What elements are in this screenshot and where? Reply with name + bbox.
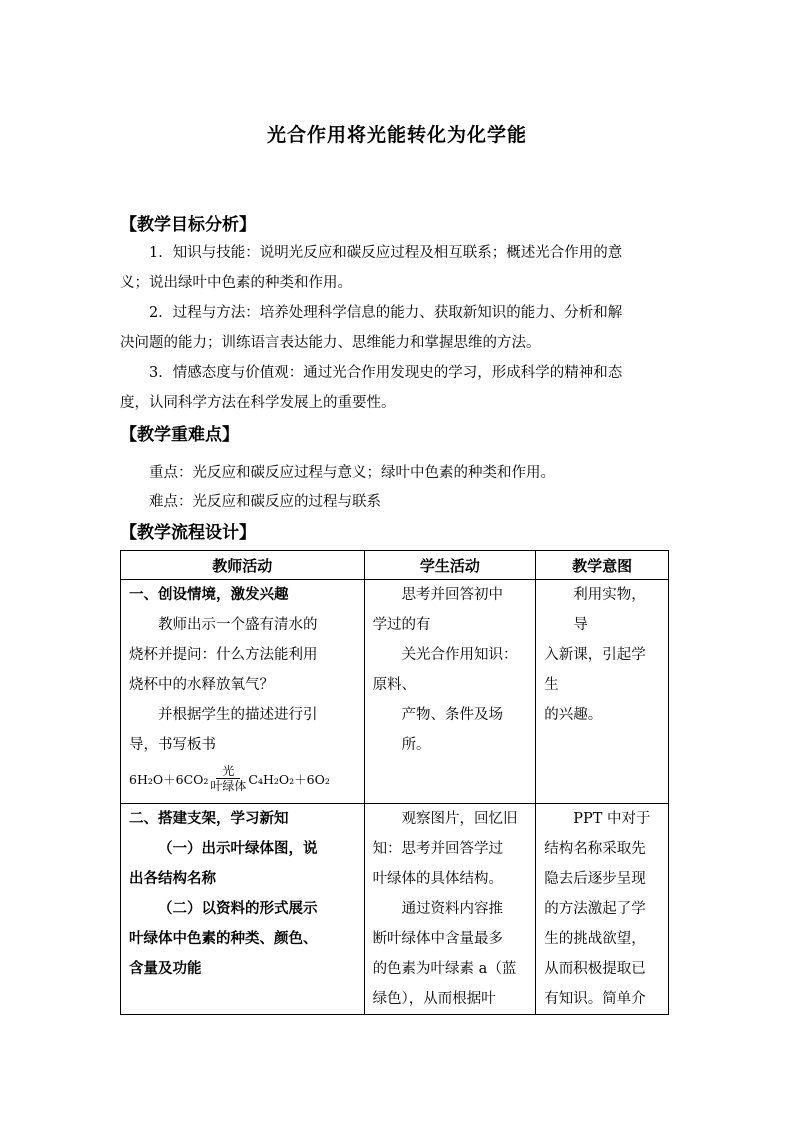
photosynthesis-equation (129, 760, 356, 803)
text-line: 关光合作用知识： (401, 647, 518, 663)
teacher-cell (121, 804, 365, 1015)
text-line: 生的挑战欲望， (544, 931, 646, 947)
text-line: 绿色），从而根据叶 (372, 991, 496, 1007)
goal-3-line-1: 3．情感态度与价值观：通过光合作用发现史的学习，形成科学的精神和态 (149, 365, 623, 381)
table-header-row (121, 551, 669, 580)
goal-1-line-1: 1．知识与技能：说明光反应和碳反应过程及相互联系；概述光合作用的意 (149, 245, 623, 261)
row2-heading: 二、搭建支架，学习新知 (129, 810, 289, 827)
text-line: 学过的有 (372, 617, 431, 633)
text-line: 利用实物，导 (573, 587, 646, 633)
intent-cell (536, 580, 669, 804)
text-line: 原料、 (372, 677, 417, 693)
text-line: 烧杯并提问：什么方法能利用 (129, 647, 318, 663)
condition-light: 光 (216, 764, 240, 779)
goal-2-line-2: 决问题的能力；训练语言表达能力、思维能力和掌握思维的方法。 (120, 335, 541, 351)
text-line: 从而积极提取已 (544, 961, 646, 977)
text-line: 思考并回答初中 (401, 587, 504, 603)
table-row (121, 804, 669, 1015)
text-line: 入新课，引起学生 (544, 647, 646, 693)
section-heading-key: 【教学重难点】 (120, 425, 239, 445)
student-cell (364, 580, 536, 804)
text-line: 知：思考并回答学过 (372, 841, 504, 857)
table-row (121, 580, 669, 804)
key-point: 重点：光反应和碳反应过程与意义；绿叶中色素的种类和作用。 (149, 465, 555, 481)
text-line: 断叶绿体中含量最多 (372, 931, 504, 947)
text-line: （二）以资料的形式展示 (158, 900, 318, 917)
section-heading-flow: 【教学流程设计】 (120, 523, 256, 543)
goal-3-line-2: 度，认同科学方法在科学发展上的重要性。 (120, 395, 396, 411)
teaching-flow-table (120, 550, 669, 1015)
page-title: 光合作用将光能转化为化学能 (266, 124, 527, 146)
text-line: （一）出示叶绿体图，说 (158, 840, 318, 857)
text-line: PPT 中对于 (573, 811, 651, 827)
text-line: 通过资料内容推 (401, 901, 504, 917)
goals-paragraphs (120, 238, 672, 418)
teacher-cell (121, 580, 365, 804)
difficult-point: 难点：光反应和碳反应的过程与联系 (149, 494, 381, 510)
text-line: 的色素为叶绿素 a（蓝 (372, 961, 517, 977)
text-line: 叶绿体中色素的种类、颜色、 (129, 930, 318, 947)
equation-reactants: 6H₂O＋6CO₂ (129, 771, 209, 787)
text-line: 含量及功能 (129, 960, 202, 977)
student-cell (364, 804, 536, 1015)
text-line: 产物、条件及场所。 (401, 707, 504, 753)
condition-chloroplast: 叶绿体 (210, 779, 247, 793)
text-line: 并根据学生的描述进行引 (158, 707, 318, 723)
text-line: 导，书写板书 (129, 737, 216, 753)
equation-condition (210, 764, 246, 793)
goal-1-line-2: 义；说出绿叶中色素的种类和作用。 (120, 275, 352, 291)
text-line: 有知识。简单介 (544, 991, 646, 1007)
equation-products: C₄H₂O₂＋6O₂ (248, 771, 330, 787)
text-line: 结构名称采取先 (544, 841, 646, 857)
row1-heading: 一、创设情境，激发兴趣 (129, 586, 289, 603)
text-line: 教师出示一个盛有清水的 (158, 617, 318, 633)
text-line: 的方法激起了学 (544, 901, 646, 917)
text-line: 出各结构名称 (129, 870, 216, 887)
text-line: 烧杯中的水释放氧气？ (129, 677, 274, 693)
header-student: 学生活动 (364, 551, 536, 580)
section-heading-goals: 【教学目标分析】 (120, 215, 256, 235)
text-line: 叶绿体的具体结构。 (372, 871, 504, 887)
text-line: 的兴趣。 (544, 707, 603, 723)
header-intent: 教学意图 (536, 551, 669, 580)
goal-2-line-1: 2．过程与方法：培养处理科学信息的能力、获取新知识的能力、分析和解 (149, 305, 623, 321)
intent-cell (536, 804, 669, 1015)
text-line: 隐去后逐步呈现 (544, 871, 646, 887)
text-line: 观察图片，回忆旧 (401, 811, 518, 827)
header-teacher: 教师活动 (121, 551, 365, 580)
